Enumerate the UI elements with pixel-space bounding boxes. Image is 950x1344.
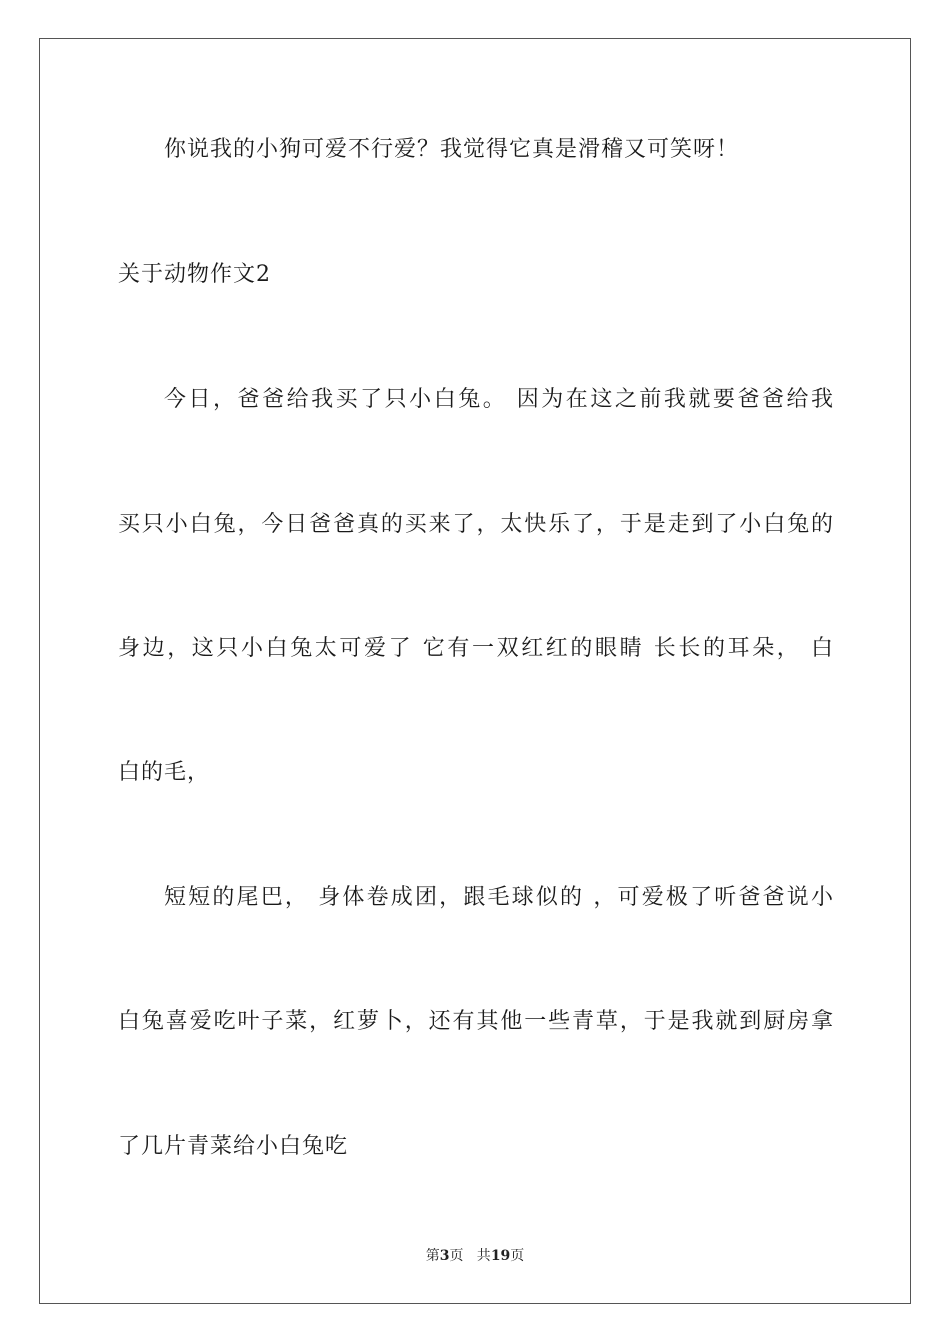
page-border [39, 38, 911, 1304]
paragraph-line-7: 白兔喜爱吃叶子菜，红萝卜，还有其他一些青草，于是我就到厨房拿 [118, 1009, 834, 1034]
paragraph-line-5: 白的毛， [118, 760, 211, 785]
footer-prefix: 第 [425, 1248, 440, 1264]
paragraph-line-4: 身边，这只小白兔太可爱了 它有一双红红的眼睛 长长的耳朵， 白 [118, 636, 834, 661]
section-heading: 关于动物作文2 [118, 262, 271, 287]
paragraph-line-8: 了几片青菜给小白兔吃 [118, 1134, 349, 1159]
paragraph-line-6: 短短的尾巴， 身体卷成团，跟毛球似的 ，可爱极了听爸爸说小 [164, 885, 834, 910]
total-page-number: 19 [490, 1248, 511, 1264]
paragraph-line-3: 买只小白兔，今日爸爸真的买来了，太快乐了，于是走到了小白兔的 [118, 512, 834, 537]
current-page-number: 3 [439, 1248, 450, 1264]
paragraph-line-2: 今日，爸爸给我买了只小白兔。 因为在这之前我就要爸爸给我 [164, 387, 834, 412]
page-footer [0, 1247, 950, 1265]
paragraph-line-1: 你说我的小狗可爱不行爱？我觉得它真是滑稽又可笑呀！ [164, 137, 740, 162]
footer-middle: 页 共 [449, 1248, 491, 1264]
footer-suffix: 页 [510, 1248, 525, 1264]
